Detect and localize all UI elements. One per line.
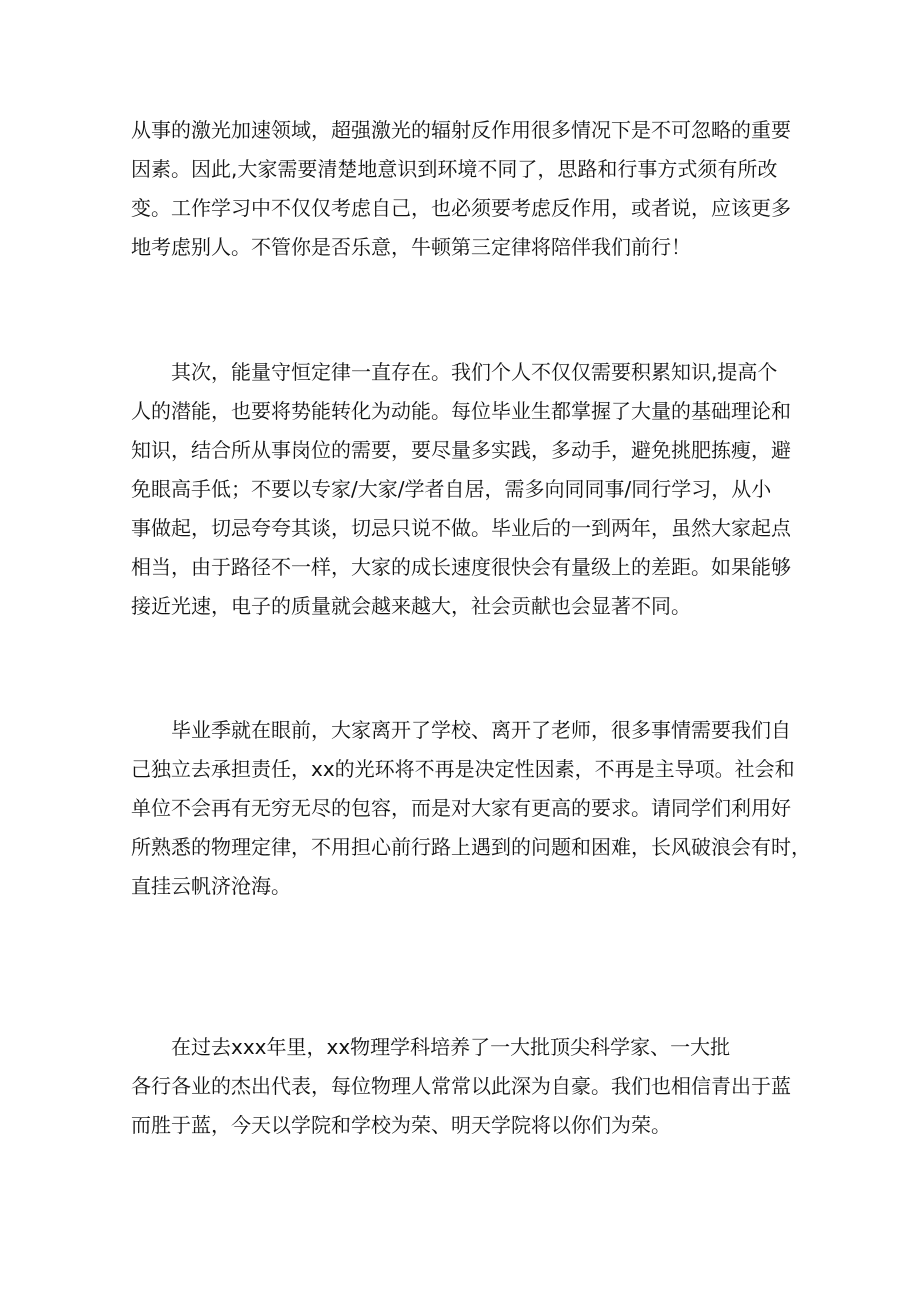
text-line: 变。工作学习中不仅仅考虑自己，也必须要考虑反作用，或者说，应该更多 (131, 196, 791, 220)
text-line: 免眼高手低；不要以专家/大家/学者自居，需多向同同事/同行学习，从小 (131, 477, 772, 501)
paragraph-newton-third-law (131, 111, 796, 267)
paragraph-graduation-season (131, 711, 811, 906)
text-line: 单位不会再有无穷无尽的包容，而是对大家有更高的要求。请同学们利用好 (131, 796, 791, 820)
text-line: 而胜于蓝，今天以学院和学校为荣、明天学院将以你们为荣。 (131, 1113, 671, 1137)
paragraph-energy-conservation (131, 353, 796, 626)
text-line: 事做起，切忌夸夸其谈，切忌只说不做。毕业后的一到两年，虽然大家起点 (131, 516, 791, 540)
text-line: 从事的激光加速领域，超强激光的辐射反作用很多情况下是不可忽略的重要 (131, 118, 791, 142)
text-line: 所熟悉的物理定律，不用担心前行路上遇到的问题和困难，长风破浪会有时， (131, 835, 811, 859)
text-line: 相当，由于路径不一样，大家的成长速度很快会有量级上的差距。如果能够 (131, 555, 791, 579)
text-line: 其次，能量守恒定律一直存在。我们个人不仅仅需要积累知识,提高个 (131, 360, 778, 384)
text-line: 各行各业的杰出代表，每位物理人常常以此深为自豪。我们也相信青出于蓝 (131, 1074, 791, 1098)
paragraph-closing (131, 1028, 796, 1145)
text-line: 人的潜能，也要将势能转化为动能。每位毕业生都掌握了大量的基础理论和 (131, 399, 791, 423)
text-line: 己独立去承担责任，xx的光环将不再是决定性因素，不再是主导项。社会和 (131, 757, 795, 781)
text-line: 知识，结合所从事岗位的需要，要尽量多实践，多动手，避免挑肥拣瘦，避 (131, 438, 791, 462)
text-line: 地考虑别人。不管你是否乐意，牛顿第三定律将陪伴我们前行！ (131, 235, 691, 259)
text-line: 直挂云帆济沧海。 (131, 874, 291, 898)
text-line: 接近光速，电子的质量就会越来越大，社会贡献也会显著不同。 (131, 594, 691, 618)
text-line: 在过去xxx年里，xx物理学科培养了一大批顶尖科学家、一大批 (131, 1035, 731, 1059)
text-line: 因素。因此,大家需要清楚地意识到环境不同了，思路和行事方式须有所改 (131, 157, 778, 181)
text-line: 毕业季就在眼前，大家离开了学校、离开了老师，很多事情需要我们自 (131, 718, 791, 742)
